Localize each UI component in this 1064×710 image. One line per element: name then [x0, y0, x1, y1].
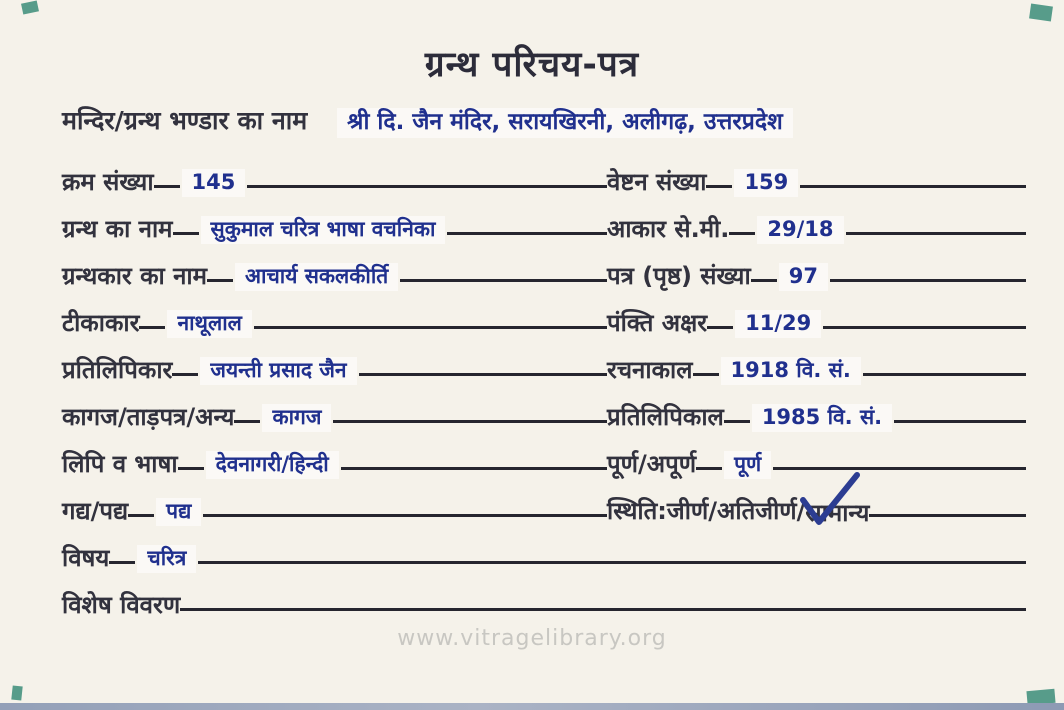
field-value: चरित्र — [137, 545, 196, 573]
form-row — [62, 526, 1026, 573]
form-row — [62, 150, 1026, 197]
rule-line — [139, 326, 165, 329]
form-row — [62, 244, 1026, 291]
field-value: 29/18 — [757, 216, 843, 244]
field-value: पद्य — [156, 498, 201, 526]
field-label: विशेष विवरण — [62, 591, 181, 620]
field-lines-letters — [607, 310, 1026, 338]
rule-line — [198, 561, 1026, 564]
field-value: 97 — [779, 263, 828, 291]
rule-line — [707, 326, 733, 329]
field-commentator — [62, 310, 607, 338]
rule-line — [751, 279, 777, 282]
field-label: प्रतिलिपिकाल — [607, 403, 724, 432]
field-material — [62, 404, 607, 432]
rule-line — [154, 185, 180, 188]
field-label: पत्र (पृष्ठ) संख्या — [607, 262, 751, 291]
rule-line — [173, 232, 199, 235]
rule-line — [706, 185, 732, 188]
rule-line — [696, 467, 722, 470]
field-value: 11/29 — [735, 310, 821, 338]
field-size-cm — [607, 216, 1026, 244]
field-label: आकार से.मी. — [607, 215, 730, 244]
field-value: 1985 वि. सं. — [752, 404, 892, 432]
rule-line — [869, 514, 1026, 517]
rule-line — [823, 326, 1026, 329]
rule-line — [203, 514, 607, 517]
field-value: आचार्य सकलकीर्ति — [235, 263, 398, 291]
scan-corner-mark — [1029, 4, 1053, 22]
rule-line — [247, 185, 607, 188]
field-label: क्रम संख्या — [62, 168, 154, 197]
field-value: पूर्ण — [724, 451, 771, 479]
field-script-language — [62, 451, 607, 479]
rule-line — [729, 232, 755, 235]
field-condition — [607, 498, 1026, 526]
rule-line — [128, 514, 154, 517]
rule-line — [846, 232, 1027, 235]
field-value: सुकुमाल चरित्र भाषा वचनिका — [201, 216, 446, 244]
checked-option — [805, 500, 869, 526]
field-label: कागज/ताड़पत्र/अन्य — [62, 403, 235, 432]
scan-corner-mark — [11, 686, 22, 701]
field-label: टीकाकार — [62, 309, 140, 338]
watermark: www.vitragelibrary.org — [397, 626, 667, 651]
field-label: सामान्य — [805, 499, 870, 528]
rule-line — [109, 561, 135, 564]
rule-line — [234, 420, 260, 423]
field-bundle-number — [607, 169, 1026, 197]
field-value: श्री दि. जैन मंदिर, सरायखिरनी, अलीगढ़, उत्तरप्रदेश — [337, 108, 793, 138]
field-prose-verse — [62, 498, 607, 526]
field-value: नाथूलाल — [167, 310, 251, 338]
form-rows — [62, 150, 1026, 620]
field-label: विषय — [62, 544, 110, 573]
field-granth-name — [62, 216, 607, 244]
field-scribe — [62, 357, 607, 385]
field-label: स्थिति:जीर्ण/अतिजीर्ण/ — [607, 497, 806, 526]
field-value: देवनागरी/हिन्दी — [206, 451, 339, 479]
rule-line — [207, 279, 233, 282]
field-label: वेष्टन संख्या — [607, 168, 707, 197]
field-label: प्रतिलिपिकार — [62, 356, 173, 385]
field-label: पंक्ति अक्षर — [607, 309, 708, 338]
field-label: ग्रन्थकार का नाम — [62, 262, 207, 291]
rule-line — [830, 279, 1026, 282]
rule-line — [894, 420, 1026, 423]
rule-line — [180, 608, 1026, 611]
rule-line — [400, 279, 607, 282]
rule-line — [333, 420, 607, 423]
rule-line — [724, 420, 750, 423]
rule-line — [447, 232, 607, 235]
rule-line — [773, 467, 1026, 470]
rule-line — [863, 373, 1026, 376]
field-value: जयन्ती प्रसाद जैन — [200, 357, 356, 385]
field-value: 145 — [182, 169, 246, 197]
form-row — [62, 197, 1026, 244]
field-author-name — [62, 263, 607, 291]
form-row — [62, 385, 1026, 432]
scan-edge-strip — [0, 703, 1064, 710]
rule-line — [693, 373, 719, 376]
rule-line — [800, 185, 1026, 188]
field-value: कागज — [262, 404, 331, 432]
rule-line — [341, 467, 607, 470]
field-page-count — [607, 263, 1026, 291]
field-value: 159 — [734, 169, 798, 197]
field-copy-date — [607, 404, 1026, 432]
field-special-details — [62, 592, 1026, 620]
rule-line — [178, 467, 204, 470]
form-row — [62, 573, 1026, 620]
rule-line — [359, 373, 607, 376]
field-label: गद्य/पद्य — [62, 497, 129, 526]
field-bhandar-name — [62, 107, 1026, 138]
rule-line — [172, 373, 198, 376]
form-row — [62, 479, 1026, 526]
field-label: ग्रन्थ का नाम — [62, 215, 173, 244]
field-label: लिपि व भाषा — [62, 450, 178, 479]
rule-line — [254, 326, 607, 329]
page-title: ग्रन्थ परिचय-पत्र — [424, 45, 640, 85]
form-row — [62, 432, 1026, 479]
field-subject — [62, 545, 1026, 573]
field-label: रचनाकाल — [607, 356, 693, 385]
field-label: पूर्ण/अपूर्ण — [607, 450, 697, 479]
field-composition-date — [607, 357, 1026, 385]
field-complete-incomplete — [607, 451, 1026, 479]
form-row — [62, 338, 1026, 385]
field-value: 1918 वि. सं. — [721, 357, 861, 385]
field-serial-number — [62, 169, 607, 197]
form-row — [62, 291, 1026, 338]
field-label: मन्दिर/ग्रन्थ भण्डार का नाम — [62, 106, 308, 135]
